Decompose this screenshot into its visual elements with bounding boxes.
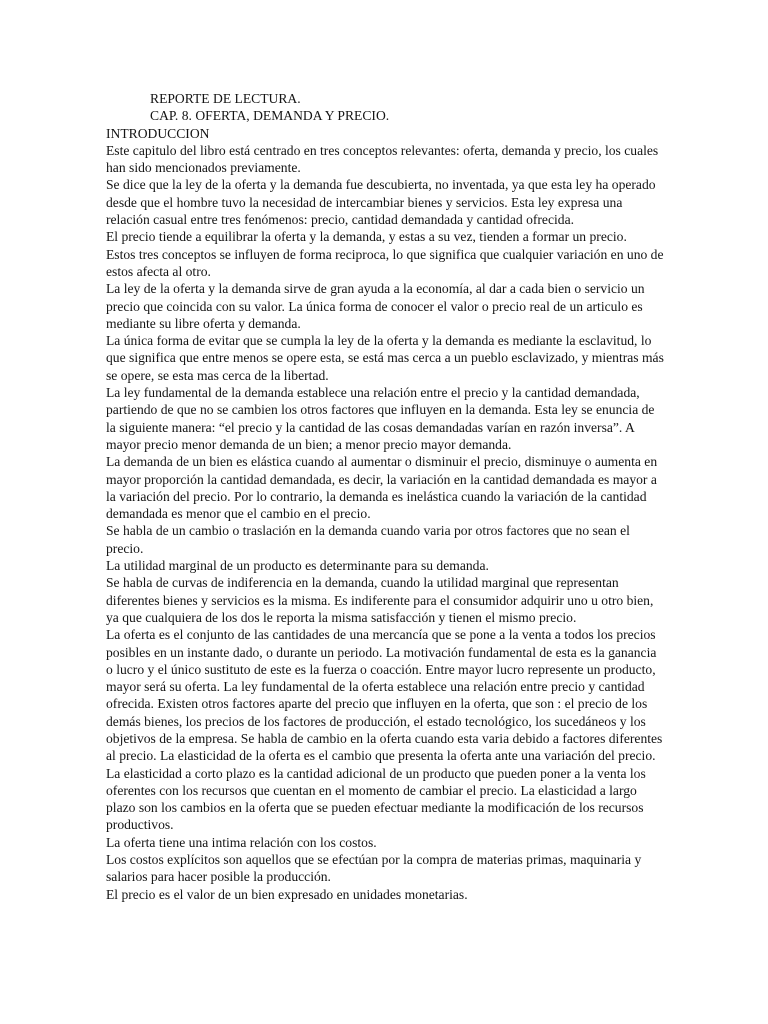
paragraph-1: Este capitulo del libro está centrado en tres conceptos relevantes: oferta, demanda y precio, los cuales han sido mencionados previamente.	[106, 142, 659, 176]
paragraph-10: La utilidad marginal de un producto es determinante para su demanda.	[106, 558, 489, 574]
paragraph-13: La oferta tiene una intima relación con los costos.	[106, 834, 377, 850]
paragraph-6: La única forma de evitar que se cumpla la ley de la oferta y la demanda es mediante la esclavitud, lo que significa que entre menos se opere esta, se está mas cerca a un pueblo esclavizado, y mientras más se opere, se esta mas cerca de la libertad.	[106, 333, 664, 383]
paragraph-8: La demanda de un bien es elástica cuando al aumentar o disminuir el precio, disminuye o aumenta en mayor proporción la cantidad demandada, es decir, la variación en la cantidad demandada es mayor a la variación del precio. Por lo contrario, la demanda es inelástica cuando la variación de la cantidad demandada es menor que el cambio en el precio.	[106, 454, 658, 522]
paragraph-5: La ley de la oferta y la demanda sirve de gran ayuda a la economía, al dar a cada bien o servicio un precio que coincida con su valor. La única forma de conocer el valor o precio real de un articulo es mediante su libre oferta y demanda.	[106, 281, 645, 331]
paragraph-4: Estos tres conceptos se influyen de forma reciproca, lo que significa que cualquier variación en uno de estos afecta al otro.	[106, 246, 664, 279]
document-body	[106, 90, 664, 903]
paragraph-12: La oferta es el conjunto de las cantidades de una mercancía que se pone a la venta a todos los precios posibles en un instante dado, o durante un periodo. La motivación fundamental de esta es la ganancia o lucro y el único sustituto de este es la fuerza o coacción. Entre mayor lucro represente un producto, mayor será su oferta. La ley fundamental de la oferta establece una relación entre precio y cantidad ofrecida. Existen otros factores aparte del precio que influyen en la oferta, que son : el precio de los demás bienes, los precios de los factores de producción, el estado tecnológico, los sucedáneos y los objetivos de la empresa. Se habla de cambio en la oferta cuando esta varia debido a factores diferentes al precio. La elasticidad de la oferta es el cambio que presenta la oferta ante una variación del precio. La elasticidad a corto plazo es la cantidad adicional de un producto que pueden poner a la venta los oferentes con los recursos que cuentan en el momento de cambiar el precio. La elasticidad a largo plazo son los cambios en la oferta que se pueden efectuar mediante la modificación de los recursos productivos.	[106, 627, 663, 833]
paragraph-7: La ley fundamental de la demanda establece una relación entre el precio y la cantidad demandada, partiendo de que no se cambien los otros factores que influyen en la demanda. Esta ley se enuncia de la siguiente manera: “el precio y la cantidad de las cosas demandadas varían en razón inversa”. A mayor precio menor demanda de un bien; a menor precio mayor demanda.	[106, 385, 655, 452]
paragraph-9: Se habla de un cambio o traslación en la demanda cuando varia por otros factores que no sean el precio.	[106, 523, 630, 556]
section-heading-introduccion: INTRODUCCION	[106, 125, 210, 141]
paragraph-3: El precio tiende a equilibrar la oferta y la demanda, y estas a su vez, tienden a formar un precio.	[106, 229, 627, 245]
report-title: REPORTE DE LECTURA.	[150, 91, 301, 106]
paragraph-14: Los costos explícitos son aquellos que se efectúan por la compra de materias primas, maquinaria y salarios para hacer posible la producción.	[106, 852, 642, 885]
paragraph-2: Se dice que la ley de la oferta y la demanda fue descubierta, no inventada, ya que esta ley ha operado desde que el hombre tuvo la necesidad de intercambiar bienes y servicios. Esta ley expresa una relación casual entre tres fenómenos: precio, cantidad demandada y cantidad ofrecida.	[106, 177, 656, 228]
paragraph-11: Se habla de curvas de indiferencia en la demanda, cuando la utilidad marginal que representan diferentes bienes y servicios es la misma. Es indiferente para el consumidor adquirir uno u otro bien, ya que cualquiera de los dos le reporta la misma satisfacción y tienen el mismo precio.	[106, 575, 654, 625]
chapter-title: CAP. 8. OFERTA, DEMANDA Y PRECIO.	[150, 108, 390, 124]
paragraph-15: El precio es el valor de un bien expresado en unidades monetarias.	[106, 886, 468, 902]
